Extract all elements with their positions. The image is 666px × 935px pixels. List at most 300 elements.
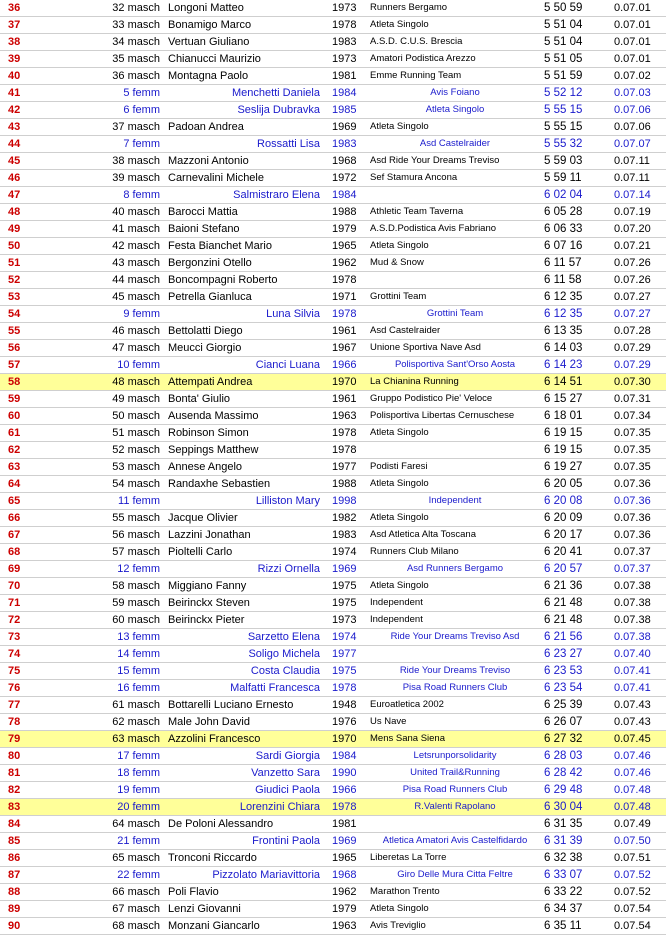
- position-cell: 75: [0, 663, 78, 680]
- position-cell: 59: [0, 391, 78, 408]
- club-cell: Independent: [368, 595, 540, 612]
- club-cell: Athletic Team Taverna: [368, 204, 540, 221]
- pace-cell: 0.07.49: [610, 816, 666, 833]
- position-cell: 52: [0, 272, 78, 289]
- category-cell: 21 femm: [78, 833, 164, 850]
- athlete-name-cell: Soligo Michela: [164, 646, 328, 663]
- category-cell: 14 femm: [78, 646, 164, 663]
- finish-time-cell: 6 15 27: [540, 391, 610, 408]
- category-cell: 33 masch: [78, 17, 164, 34]
- table-row: [0, 289, 666, 306]
- category-cell: 17 femm: [78, 748, 164, 765]
- athlete-name-cell: Beirinckx Steven: [164, 595, 328, 612]
- table-row: [0, 408, 666, 425]
- category-cell: 45 masch: [78, 289, 164, 306]
- pace-cell: 0.07.48: [610, 782, 666, 799]
- category-cell: 9 femm: [78, 306, 164, 323]
- category-cell: 18 femm: [78, 765, 164, 782]
- athlete-name-cell: Ausenda Massimo: [164, 408, 328, 425]
- position-cell: 51: [0, 255, 78, 272]
- finish-time-cell: 6 07 16: [540, 238, 610, 255]
- birth-year-cell: 1984: [328, 748, 368, 765]
- club-cell: Atleta Singolo: [368, 17, 540, 34]
- pace-cell: 0.07.01: [610, 0, 666, 17]
- birth-year-cell: 1977: [328, 459, 368, 476]
- club-cell: Grottini Team: [368, 306, 540, 323]
- birth-year-cell: 1966: [328, 782, 368, 799]
- pace-cell: 0.07.11: [610, 170, 666, 187]
- position-cell: 69: [0, 561, 78, 578]
- club-cell: [368, 646, 540, 663]
- finish-time-cell: 6 29 48: [540, 782, 610, 799]
- category-cell: 51 masch: [78, 425, 164, 442]
- finish-time-cell: 5 50 59: [540, 0, 610, 17]
- position-cell: 60: [0, 408, 78, 425]
- club-cell: Runners Bergamo: [368, 0, 540, 17]
- club-cell: Atleta Singolo: [368, 102, 540, 119]
- club-cell: Atleta Singolo: [368, 476, 540, 493]
- position-cell: 82: [0, 782, 78, 799]
- club-cell: Polisportiva Libertas Cernuschese: [368, 408, 540, 425]
- category-cell: 61 masch: [78, 697, 164, 714]
- category-cell: 46 masch: [78, 323, 164, 340]
- athlete-name-cell: Baioni Stefano: [164, 221, 328, 238]
- table-row: [0, 544, 666, 561]
- finish-time-cell: 6 11 57: [540, 255, 610, 272]
- club-cell: Asd Runners Bergamo: [368, 561, 540, 578]
- pace-cell: 0.07.36: [610, 510, 666, 527]
- finish-time-cell: 6 20 09: [540, 510, 610, 527]
- finish-time-cell: 6 18 01: [540, 408, 610, 425]
- position-cell: 64: [0, 476, 78, 493]
- birth-year-cell: 1973: [328, 612, 368, 629]
- category-cell: 44 masch: [78, 272, 164, 289]
- birth-year-cell: 1968: [328, 867, 368, 884]
- athlete-name-cell: Cianci Luana: [164, 357, 328, 374]
- pace-cell: 0.07.41: [610, 663, 666, 680]
- table-row: [0, 187, 666, 204]
- athlete-name-cell: Lorenzini Chiara: [164, 799, 328, 816]
- birth-year-cell: 1962: [328, 884, 368, 901]
- table-row: [0, 765, 666, 782]
- position-cell: 43: [0, 119, 78, 136]
- table-row: [0, 255, 666, 272]
- table-row: [0, 867, 666, 884]
- birth-year-cell: 1970: [328, 731, 368, 748]
- finish-time-cell: 6 34 37: [540, 901, 610, 918]
- position-cell: 58: [0, 374, 78, 391]
- pace-cell: 0.07.45: [610, 731, 666, 748]
- pace-cell: 0.07.41: [610, 680, 666, 697]
- table-row: [0, 204, 666, 221]
- birth-year-cell: 1974: [328, 629, 368, 646]
- pace-cell: 0.07.40: [610, 646, 666, 663]
- table-row: [0, 272, 666, 289]
- category-cell: 39 masch: [78, 170, 164, 187]
- category-cell: 59 masch: [78, 595, 164, 612]
- club-cell: Runners Club Milano: [368, 544, 540, 561]
- athlete-name-cell: Rossatti Lisa: [164, 136, 328, 153]
- pace-cell: 0.07.38: [610, 629, 666, 646]
- position-cell: 37: [0, 17, 78, 34]
- athlete-name-cell: Pioltelli Carlo: [164, 544, 328, 561]
- club-cell: Atleta Singolo: [368, 238, 540, 255]
- athlete-name-cell: Frontini Paola: [164, 833, 328, 850]
- athlete-name-cell: Bettolatti Diego: [164, 323, 328, 340]
- club-cell: [368, 442, 540, 459]
- position-cell: 78: [0, 714, 78, 731]
- finish-time-cell: 5 59 11: [540, 170, 610, 187]
- athlete-name-cell: Bonamigo Marco: [164, 17, 328, 34]
- athlete-name-cell: Luna Silvia: [164, 306, 328, 323]
- table-row: [0, 153, 666, 170]
- table-row: [0, 459, 666, 476]
- category-cell: 60 masch: [78, 612, 164, 629]
- position-cell: 68: [0, 544, 78, 561]
- table-row: [0, 561, 666, 578]
- pace-cell: 0.07.38: [610, 578, 666, 595]
- position-cell: 46: [0, 170, 78, 187]
- pace-cell: 0.07.06: [610, 102, 666, 119]
- athlete-name-cell: Boncompagni Roberto: [164, 272, 328, 289]
- position-cell: 38: [0, 34, 78, 51]
- table-row: [0, 731, 666, 748]
- pace-cell: 0.07.46: [610, 765, 666, 782]
- club-cell: Giro Delle Mura Citta Feltre: [368, 867, 540, 884]
- category-cell: 47 masch: [78, 340, 164, 357]
- club-cell: R.Valenti Rapolano: [368, 799, 540, 816]
- table-row: [0, 238, 666, 255]
- athlete-name-cell: Monzani Giancarlo: [164, 918, 328, 935]
- club-cell: Asd Ride Your Dreams Treviso: [368, 153, 540, 170]
- finish-time-cell: 6 12 35: [540, 306, 610, 323]
- position-cell: 44: [0, 136, 78, 153]
- athlete-name-cell: Attempati Andrea: [164, 374, 328, 391]
- birth-year-cell: 1962: [328, 255, 368, 272]
- pace-cell: 0.07.34: [610, 408, 666, 425]
- birth-year-cell: 1978: [328, 272, 368, 289]
- pace-cell: 0.07.51: [610, 850, 666, 867]
- category-cell: 5 femm: [78, 85, 164, 102]
- athlete-name-cell: Chianucci Maurizio: [164, 51, 328, 68]
- club-cell: Us Nave: [368, 714, 540, 731]
- finish-time-cell: 6 20 08: [540, 493, 610, 510]
- athlete-name-cell: Lenzi Giovanni: [164, 901, 328, 918]
- birth-year-cell: 1974: [328, 544, 368, 561]
- athlete-name-cell: Longoni Matteo: [164, 0, 328, 17]
- finish-time-cell: 6 14 51: [540, 374, 610, 391]
- position-cell: 39: [0, 51, 78, 68]
- pace-cell: 0.07.36: [610, 527, 666, 544]
- position-cell: 50: [0, 238, 78, 255]
- category-cell: 64 masch: [78, 816, 164, 833]
- finish-time-cell: 6 35 11: [540, 918, 610, 935]
- club-cell: Atleta Singolo: [368, 425, 540, 442]
- pace-cell: 0.07.36: [610, 476, 666, 493]
- club-cell: Asd Castelraider: [368, 323, 540, 340]
- club-cell: Unione Sportiva Nave Asd: [368, 340, 540, 357]
- table-row: [0, 493, 666, 510]
- pace-cell: 0.07.02: [610, 68, 666, 85]
- category-cell: 56 masch: [78, 527, 164, 544]
- finish-time-cell: 6 02 04: [540, 187, 610, 204]
- category-cell: 57 masch: [78, 544, 164, 561]
- athlete-name-cell: Bottarelli Luciano Ernesto: [164, 697, 328, 714]
- pace-cell: 0.07.20: [610, 221, 666, 238]
- finish-time-cell: 6 33 07: [540, 867, 610, 884]
- birth-year-cell: 1968: [328, 153, 368, 170]
- birth-year-cell: 1948: [328, 697, 368, 714]
- club-cell: Marathon Trento: [368, 884, 540, 901]
- pace-cell: 0.07.54: [610, 901, 666, 918]
- finish-time-cell: 6 31 35: [540, 816, 610, 833]
- finish-time-cell: 6 27 32: [540, 731, 610, 748]
- pace-cell: 0.07.35: [610, 442, 666, 459]
- athlete-name-cell: Barocci Mattia: [164, 204, 328, 221]
- birth-year-cell: 1988: [328, 204, 368, 221]
- category-cell: 20 femm: [78, 799, 164, 816]
- finish-time-cell: 6 20 05: [540, 476, 610, 493]
- pace-cell: 0.07.29: [610, 340, 666, 357]
- birth-year-cell: 1963: [328, 408, 368, 425]
- position-cell: 47: [0, 187, 78, 204]
- table-row: [0, 884, 666, 901]
- athlete-name-cell: Azzolini Francesco: [164, 731, 328, 748]
- athlete-name-cell: Miggiano Fanny: [164, 578, 328, 595]
- athlete-name-cell: Sarzetto Elena: [164, 629, 328, 646]
- category-cell: 16 femm: [78, 680, 164, 697]
- birth-year-cell: 1972: [328, 170, 368, 187]
- birth-year-cell: 1990: [328, 765, 368, 782]
- finish-time-cell: 6 20 41: [540, 544, 610, 561]
- finish-time-cell: 6 28 03: [540, 748, 610, 765]
- pace-cell: 0.07.54: [610, 918, 666, 935]
- position-cell: 45: [0, 153, 78, 170]
- category-cell: 22 femm: [78, 867, 164, 884]
- finish-time-cell: 6 20 17: [540, 527, 610, 544]
- club-cell: Atleta Singolo: [368, 119, 540, 136]
- pace-cell: 0.07.35: [610, 459, 666, 476]
- club-cell: United Trail&Running: [368, 765, 540, 782]
- birth-year-cell: 1981: [328, 816, 368, 833]
- table-row: [0, 136, 666, 153]
- position-cell: 66: [0, 510, 78, 527]
- category-cell: 19 femm: [78, 782, 164, 799]
- table-row: [0, 663, 666, 680]
- category-cell: 66 masch: [78, 884, 164, 901]
- position-cell: 81: [0, 765, 78, 782]
- pace-cell: 0.07.26: [610, 272, 666, 289]
- club-cell: Asd Atletica Alta Toscana: [368, 527, 540, 544]
- birth-year-cell: 1975: [328, 595, 368, 612]
- category-cell: 12 femm: [78, 561, 164, 578]
- position-cell: 77: [0, 697, 78, 714]
- table-row: [0, 357, 666, 374]
- category-cell: 37 masch: [78, 119, 164, 136]
- finish-time-cell: 5 51 04: [540, 17, 610, 34]
- table-row: [0, 850, 666, 867]
- pace-cell: 0.07.52: [610, 867, 666, 884]
- athlete-name-cell: Rizzi Ornella: [164, 561, 328, 578]
- pace-cell: 0.07.27: [610, 306, 666, 323]
- position-cell: 89: [0, 901, 78, 918]
- category-cell: 43 masch: [78, 255, 164, 272]
- finish-time-cell: 6 32 38: [540, 850, 610, 867]
- table-row: [0, 476, 666, 493]
- finish-time-cell: 6 31 39: [540, 833, 610, 850]
- category-cell: 55 masch: [78, 510, 164, 527]
- pace-cell: 0.07.11: [610, 153, 666, 170]
- finish-time-cell: 6 14 03: [540, 340, 610, 357]
- birth-year-cell: 1961: [328, 323, 368, 340]
- category-cell: 13 femm: [78, 629, 164, 646]
- birth-year-cell: 1975: [328, 578, 368, 595]
- table-row: [0, 799, 666, 816]
- position-cell: 36: [0, 0, 78, 17]
- club-cell: Ride Your Dreams Treviso Asd: [368, 629, 540, 646]
- club-cell: Ride Your Dreams Treviso: [368, 663, 540, 680]
- birth-year-cell: 1985: [328, 102, 368, 119]
- category-cell: 38 masch: [78, 153, 164, 170]
- birth-year-cell: 1998: [328, 493, 368, 510]
- birth-year-cell: 1979: [328, 221, 368, 238]
- table-row: [0, 102, 666, 119]
- pace-cell: 0.07.31: [610, 391, 666, 408]
- position-cell: 86: [0, 850, 78, 867]
- position-cell: 76: [0, 680, 78, 697]
- club-cell: Amatori Podistica Arezzo: [368, 51, 540, 68]
- position-cell: 70: [0, 578, 78, 595]
- position-cell: 56: [0, 340, 78, 357]
- category-cell: 10 femm: [78, 357, 164, 374]
- club-cell: Pisa Road Runners Club: [368, 782, 540, 799]
- table-row: [0, 34, 666, 51]
- category-cell: 50 masch: [78, 408, 164, 425]
- category-cell: 6 femm: [78, 102, 164, 119]
- birth-year-cell: 1978: [328, 17, 368, 34]
- pace-cell: 0.07.38: [610, 595, 666, 612]
- table-row: [0, 816, 666, 833]
- birth-year-cell: 1984: [328, 187, 368, 204]
- position-cell: 79: [0, 731, 78, 748]
- birth-year-cell: 1983: [328, 136, 368, 153]
- pace-cell: 0.07.30: [610, 374, 666, 391]
- birth-year-cell: 1969: [328, 119, 368, 136]
- athlete-name-cell: Padoan Andrea: [164, 119, 328, 136]
- table-row: [0, 680, 666, 697]
- athlete-name-cell: Tronconi Riccardo: [164, 850, 328, 867]
- table-row: [0, 918, 666, 935]
- position-cell: 54: [0, 306, 78, 323]
- club-cell: Atleta Singolo: [368, 901, 540, 918]
- category-cell: 7 femm: [78, 136, 164, 153]
- position-cell: 72: [0, 612, 78, 629]
- position-cell: 48: [0, 204, 78, 221]
- pace-cell: 0.07.14: [610, 187, 666, 204]
- club-cell: [368, 816, 540, 833]
- athlete-name-cell: Seppings Matthew: [164, 442, 328, 459]
- athlete-name-cell: Poli Flavio: [164, 884, 328, 901]
- club-cell: A.S.D.Podistica Avis Fabriano: [368, 221, 540, 238]
- finish-time-cell: 6 20 57: [540, 561, 610, 578]
- table-row: [0, 595, 666, 612]
- club-cell: [368, 187, 540, 204]
- finish-time-cell: 5 55 15: [540, 119, 610, 136]
- category-cell: 35 masch: [78, 51, 164, 68]
- category-cell: 63 masch: [78, 731, 164, 748]
- finish-time-cell: 6 23 53: [540, 663, 610, 680]
- finish-time-cell: 6 11 58: [540, 272, 610, 289]
- finish-time-cell: 5 51 05: [540, 51, 610, 68]
- table-row: [0, 17, 666, 34]
- club-cell: Avis Foiano: [368, 85, 540, 102]
- birth-year-cell: 1969: [328, 561, 368, 578]
- birth-year-cell: 1976: [328, 714, 368, 731]
- club-cell: Polisportiva Sant'Orso Aosta: [368, 357, 540, 374]
- position-cell: 62: [0, 442, 78, 459]
- birth-year-cell: 1978: [328, 680, 368, 697]
- table-row: [0, 612, 666, 629]
- birth-year-cell: 1983: [328, 34, 368, 51]
- pace-cell: 0.07.03: [610, 85, 666, 102]
- athlete-name-cell: Salmistraro Elena: [164, 187, 328, 204]
- athlete-name-cell: Meucci Giorgio: [164, 340, 328, 357]
- category-cell: 68 masch: [78, 918, 164, 935]
- club-cell: Emme Running Team: [368, 68, 540, 85]
- finish-time-cell: 6 23 27: [540, 646, 610, 663]
- club-cell: Atleta Singolo: [368, 578, 540, 595]
- position-cell: 88: [0, 884, 78, 901]
- position-cell: 40: [0, 68, 78, 85]
- birth-year-cell: 1978: [328, 442, 368, 459]
- birth-year-cell: 1984: [328, 85, 368, 102]
- table-row: [0, 714, 666, 731]
- table-row: [0, 68, 666, 85]
- athlete-name-cell: Vanzetto Sara: [164, 765, 328, 782]
- finish-time-cell: 6 06 33: [540, 221, 610, 238]
- athlete-name-cell: Male John David: [164, 714, 328, 731]
- category-cell: 58 masch: [78, 578, 164, 595]
- position-cell: 84: [0, 816, 78, 833]
- table-row: [0, 646, 666, 663]
- birth-year-cell: 1965: [328, 238, 368, 255]
- table-row: [0, 170, 666, 187]
- position-cell: 73: [0, 629, 78, 646]
- athlete-name-cell: Vertuan Giuliano: [164, 34, 328, 51]
- table-row: [0, 510, 666, 527]
- category-cell: 41 masch: [78, 221, 164, 238]
- finish-time-cell: 5 59 03: [540, 153, 610, 170]
- table-row: [0, 0, 666, 17]
- athlete-name-cell: De Poloni Alessandro: [164, 816, 328, 833]
- birth-year-cell: 1973: [328, 51, 368, 68]
- pace-cell: 0.07.43: [610, 714, 666, 731]
- category-cell: 8 femm: [78, 187, 164, 204]
- pace-cell: 0.07.19: [610, 204, 666, 221]
- pace-cell: 0.07.38: [610, 612, 666, 629]
- table-row: [0, 221, 666, 238]
- club-cell: Letsrunporsolidarity: [368, 748, 540, 765]
- category-cell: 40 masch: [78, 204, 164, 221]
- club-cell: Avis Treviglio: [368, 918, 540, 935]
- club-cell: [368, 272, 540, 289]
- birth-year-cell: 1963: [328, 918, 368, 935]
- table-row: [0, 697, 666, 714]
- birth-year-cell: 1967: [328, 340, 368, 357]
- finish-time-cell: 6 14 23: [540, 357, 610, 374]
- athlete-name-cell: Malfatti Francesca: [164, 680, 328, 697]
- position-cell: 74: [0, 646, 78, 663]
